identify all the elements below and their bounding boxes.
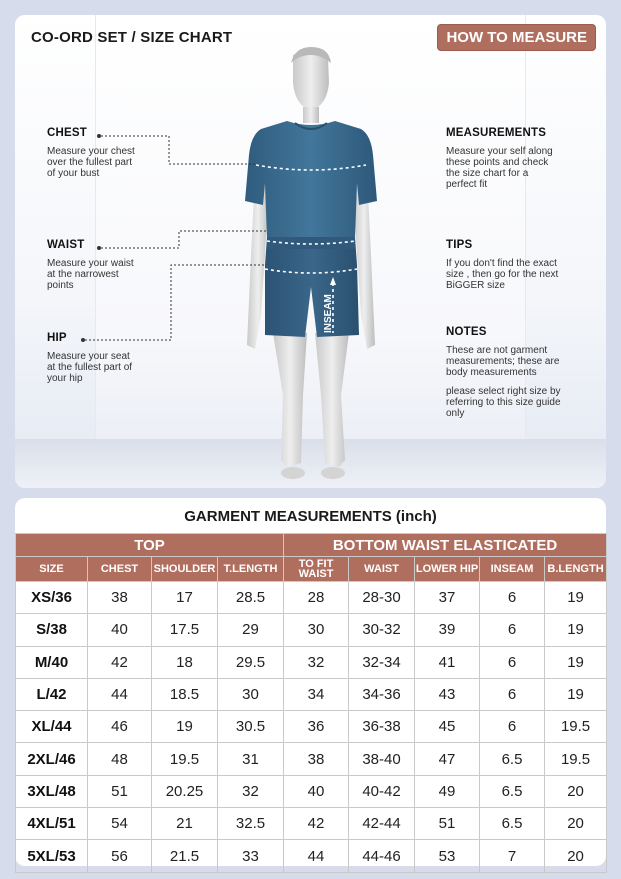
value-cell: 33 [218, 840, 284, 872]
size-chart-panel [15, 498, 606, 866]
value-cell: 42 [284, 808, 349, 840]
table-row [16, 614, 607, 646]
value-cell: 6.5 [480, 743, 545, 775]
value-cell: 19 [152, 711, 218, 743]
value-cell: 19.5 [545, 743, 607, 775]
column-header: TO FIT WAIST [284, 557, 349, 582]
group-header-row [16, 534, 607, 557]
mannequin-right-leg [315, 333, 349, 467]
value-cell: 42 [88, 646, 152, 678]
size-cell: 4XL/51 [16, 808, 88, 840]
value-cell: 17.5 [152, 614, 218, 646]
value-cell: 47 [415, 743, 480, 775]
value-cell: 32 [284, 646, 349, 678]
right-foot [321, 467, 345, 479]
value-cell: 42-44 [349, 808, 415, 840]
value-cell: 20.25 [152, 775, 218, 807]
value-cell: 7 [480, 840, 545, 872]
column-header: CHEST [88, 557, 152, 582]
value-cell: 29 [218, 614, 284, 646]
hip-heading: HIP [47, 332, 67, 344]
value-cell: 20 [545, 775, 607, 807]
value-cell: 6 [480, 614, 545, 646]
mannequin-head [291, 47, 331, 123]
column-header: LOWER HIP [415, 557, 480, 582]
column-header: WAIST [349, 557, 415, 582]
measurements-note: MEASUREMENTS Measure your self along these points and check the size chart for a perfect fit [446, 128, 596, 190]
value-cell: 44 [88, 678, 152, 710]
value-cell: 30.5 [218, 711, 284, 743]
value-cell: 29.5 [218, 646, 284, 678]
group-bottom: BOTTOM WAIST ELASTICATED [284, 534, 607, 557]
value-cell: 38-40 [349, 743, 415, 775]
value-cell: 19 [545, 646, 607, 678]
table-title: GARMENT MEASUREMENTS (inch) [184, 508, 437, 525]
table-row [16, 775, 607, 807]
value-cell: 46 [88, 711, 152, 743]
value-cell: 44-46 [349, 840, 415, 872]
value-cell: 51 [88, 775, 152, 807]
size-cell: M/40 [16, 646, 88, 678]
value-cell: 6.5 [480, 775, 545, 807]
value-cell: 38 [284, 743, 349, 775]
value-cell: 45 [415, 711, 480, 743]
chest-note: CHEST Measure your chest over the fullest part of your bust [47, 128, 167, 179]
size-cell: L/42 [16, 678, 88, 710]
tips-note: TIPS If you don't find the exact size , then go for the next BiGGER size [446, 240, 596, 291]
page-title: CO-ORD SET / SIZE CHART [31, 29, 233, 46]
table-row [16, 582, 607, 614]
column-header: SHOULDER [152, 557, 218, 582]
value-cell: 32 [218, 775, 284, 807]
value-cell: 34 [284, 678, 349, 710]
value-cell: 20 [545, 808, 607, 840]
value-cell: 32-34 [349, 646, 415, 678]
size-cell: 2XL/46 [16, 743, 88, 775]
value-cell: 17 [152, 582, 218, 614]
value-cell: 44 [284, 840, 349, 872]
value-cell: 36-38 [349, 711, 415, 743]
value-cell: 34-36 [349, 678, 415, 710]
value-cell: 18.5 [152, 678, 218, 710]
table-row [16, 840, 607, 872]
value-cell: 41 [415, 646, 480, 678]
table-row [16, 711, 607, 743]
column-header-row [16, 557, 607, 582]
value-cell: 19.5 [545, 711, 607, 743]
value-cell: 19 [545, 678, 607, 710]
value-cell: 40-42 [349, 775, 415, 807]
tips-heading: TIPS [446, 239, 473, 251]
column-header: SIZE [16, 557, 88, 582]
value-cell: 20 [545, 840, 607, 872]
notes-note: NOTES These are not garment measurements; these are body measurements please select right size by referring to this size guide only [446, 327, 596, 419]
value-cell: 6.5 [480, 808, 545, 840]
size-table-body [16, 582, 607, 873]
value-cell: 31 [218, 743, 284, 775]
value-cell: 48 [88, 743, 152, 775]
table-row [16, 646, 607, 678]
value-cell: 21.5 [152, 840, 218, 872]
value-cell: 28-30 [349, 582, 415, 614]
size-table [15, 533, 607, 873]
value-cell: 56 [88, 840, 152, 872]
value-cell: 6 [480, 678, 545, 710]
size-cell: 5XL/53 [16, 840, 88, 872]
size-cell: S/38 [16, 614, 88, 646]
value-cell: 30 [284, 614, 349, 646]
value-cell: 40 [284, 775, 349, 807]
measure-guide-panel [15, 15, 606, 488]
value-cell: 19 [545, 614, 607, 646]
value-cell: 37 [415, 582, 480, 614]
shorts [265, 237, 359, 337]
value-cell: 40 [88, 614, 152, 646]
value-cell: 28 [284, 582, 349, 614]
value-cell: 19 [545, 582, 607, 614]
value-cell: 19.5 [152, 743, 218, 775]
value-cell: 18 [152, 646, 218, 678]
value-cell: 32.5 [218, 808, 284, 840]
mannequin-left-leg [273, 333, 307, 467]
value-cell: 6 [480, 582, 545, 614]
value-cell: 51 [415, 808, 480, 840]
waist-heading: WAIST [47, 239, 85, 251]
value-cell: 53 [415, 840, 480, 872]
value-cell: 21 [152, 808, 218, 840]
waist-note: WAIST Measure your waist at the narrowest points [47, 240, 167, 291]
table-row [16, 678, 607, 710]
chest-heading: CHEST [47, 127, 87, 139]
value-cell: 6 [480, 646, 545, 678]
how-to-measure-button[interactable]: HOW TO MEASURE [437, 24, 596, 51]
value-cell: 28.5 [218, 582, 284, 614]
column-header: T.LENGTH [218, 557, 284, 582]
value-cell: 43 [415, 678, 480, 710]
table-row [16, 808, 607, 840]
value-cell: 49 [415, 775, 480, 807]
size-cell: 3XL/48 [16, 775, 88, 807]
notes-heading: NOTES [446, 326, 487, 338]
column-header: INSEAM [480, 557, 545, 582]
value-cell: 30 [218, 678, 284, 710]
value-cell: 6 [480, 711, 545, 743]
left-foot [281, 467, 305, 479]
table-row [16, 743, 607, 775]
group-top: TOP [16, 534, 284, 557]
column-header: B.LENGTH [545, 557, 607, 582]
value-cell: 36 [284, 711, 349, 743]
inseam-label: INSEAM [323, 294, 334, 333]
measurements-heading: MEASUREMENTS [446, 127, 547, 139]
value-cell: 54 [88, 808, 152, 840]
hip-note: HIP Measure your seat at the fullest part of your hip [47, 333, 167, 384]
value-cell: 39 [415, 614, 480, 646]
value-cell: 30-32 [349, 614, 415, 646]
size-cell: XS/36 [16, 582, 88, 614]
value-cell: 38 [88, 582, 152, 614]
size-cell: XL/44 [16, 711, 88, 743]
